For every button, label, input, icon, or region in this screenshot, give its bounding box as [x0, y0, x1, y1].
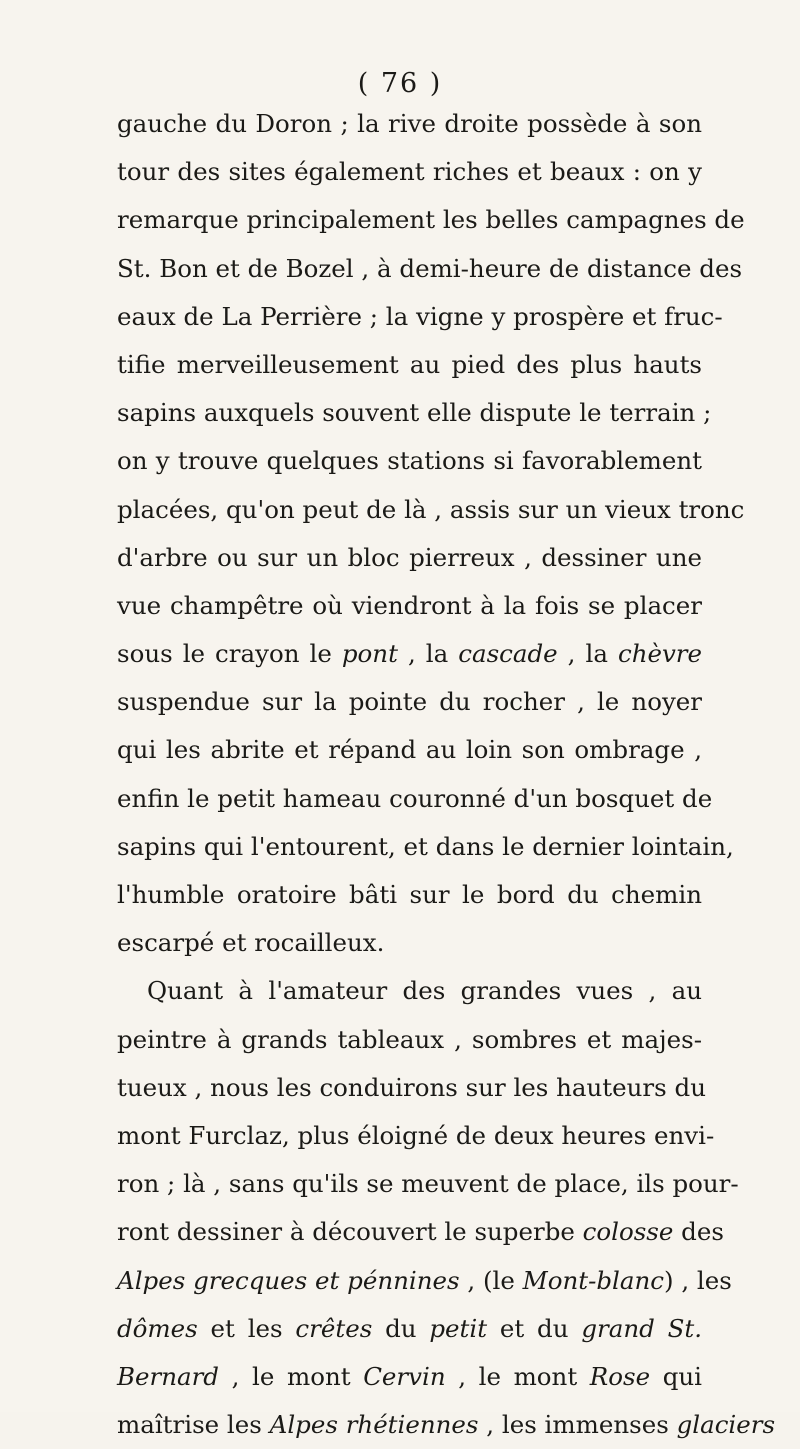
page-number: ( 76 )	[357, 68, 443, 99]
text-segment: vue champêtre où viendront à la fois se placer	[117, 590, 702, 620]
text-line	[117, 630, 702, 678]
text-segment: , la	[557, 639, 618, 669]
text-segment: maîtrise les	[117, 1410, 270, 1440]
italic-text: dômes	[117, 1313, 198, 1343]
text-segment: des	[673, 1217, 724, 1247]
text-line	[117, 1064, 706, 1112]
italic-text: Rose	[589, 1361, 651, 1391]
text-segment: St. Bon et de Bozel , à demi-heure de distance des	[117, 253, 743, 283]
text-segment: , les immenses	[478, 1410, 677, 1440]
text-segment: , la	[397, 639, 459, 669]
text-segment: du	[372, 1313, 430, 1343]
text-segment: qui les abrite et répand au loin son ombrage ,	[117, 735, 702, 765]
italic-text: glaciers	[676, 1410, 776, 1440]
text-line	[117, 341, 702, 389]
text-segment: on y trouve quelques stations si favorablement	[117, 446, 702, 476]
text-segment: ron ; là , sans qu'ils se meuvent de place, ils pour-	[117, 1169, 739, 1199]
text-segment: tifie merveilleusement au pied des plus hauts	[117, 349, 702, 379]
italic-text: cascade	[458, 639, 558, 669]
italic-text: chèvre	[617, 639, 703, 669]
text-line	[117, 534, 702, 582]
text-line	[117, 775, 713, 823]
text-line	[117, 1016, 702, 1064]
text-segment: peintre à grands tableaux , sombres et majes-	[117, 1024, 702, 1054]
text-line	[117, 919, 702, 967]
text-line	[117, 1401, 776, 1449]
text-segment: Quant à l'amateur des grandes vues , au	[147, 976, 702, 1006]
italic-text: crêtes	[295, 1313, 373, 1343]
italic-text: petit	[429, 1313, 488, 1343]
text-segment: sous le crayon le	[117, 639, 342, 669]
text-line	[117, 245, 743, 293]
text-segment: , le mont	[445, 1361, 590, 1391]
text-line	[117, 1160, 739, 1208]
text-line	[117, 726, 702, 774]
text-line	[117, 148, 702, 196]
text-segment: , le mont	[219, 1361, 364, 1391]
text-line	[117, 100, 702, 148]
text-line	[117, 967, 702, 1015]
text-segment: suspendue sur la pointe du rocher , le noyer	[117, 687, 702, 717]
text-line	[117, 823, 734, 871]
text-line	[117, 486, 745, 534]
text-segment: ) , les	[664, 1265, 732, 1295]
text-segment: et du	[487, 1313, 582, 1343]
text-segment: , (le	[459, 1265, 523, 1295]
italic-text: pont	[341, 639, 398, 669]
text-segment: gauche du Doron ; la rive droite possède à son	[117, 109, 702, 138]
text-segment: tueux , nous les conduirons sur les hauteurs du	[117, 1072, 706, 1102]
text-segment: remarque principalement les belles campagnes de	[117, 205, 745, 235]
text-segment: ront dessiner à découvert le superbe	[117, 1217, 583, 1247]
text-segment: l'humble oratoire bâti sur le bord du chemin	[117, 880, 702, 909]
text-segment: mont Furclaz, plus éloigné de deux heures envi-	[117, 1120, 715, 1150]
text-segment: escarpé et rocailleux.	[117, 928, 385, 958]
body-text	[117, 100, 776, 1449]
text-line	[117, 871, 702, 919]
italic-text: Bernard	[117, 1361, 219, 1391]
text-segment: qui	[650, 1361, 702, 1391]
text-line	[117, 389, 712, 437]
text-segment: et les	[197, 1313, 296, 1343]
italic-text: Alpes grecques et pénnines	[117, 1265, 460, 1295]
italic-text: Cervin	[363, 1361, 446, 1391]
text-line	[117, 196, 745, 244]
italic-text: Alpes rhétiennes	[269, 1410, 479, 1440]
text-segment: enfin le petit hameau couronné d'un bosquet de	[117, 783, 713, 813]
text-line	[117, 1208, 724, 1256]
text-line	[117, 1353, 702, 1401]
text-segment: eaux de La Perrière ; la vigne y prospère et fruc-	[117, 301, 723, 331]
italic-text: Mont-blanc	[522, 1265, 664, 1295]
text-line	[117, 1305, 702, 1353]
text-line	[117, 582, 702, 630]
text-line	[117, 293, 723, 341]
italic-text: grand St.	[581, 1313, 702, 1343]
text-line	[117, 437, 702, 485]
text-line	[117, 1257, 732, 1305]
text-segment: sapins auxquels souvent elle dispute le terrain ;	[117, 398, 712, 428]
italic-text: colosse	[582, 1217, 674, 1247]
text-line	[117, 1112, 715, 1160]
text-line	[117, 678, 702, 726]
text-segment: sapins qui l'entourent, et dans le dernier lointain,	[117, 831, 734, 861]
text-segment: tour des sites également riches et beaux : on y	[117, 157, 702, 187]
text-segment: placées, qu'on peut de là , assis sur un vieux tronc	[117, 494, 745, 524]
text-segment: d'arbre ou sur un bloc pierreux , dessiner une	[117, 542, 702, 572]
